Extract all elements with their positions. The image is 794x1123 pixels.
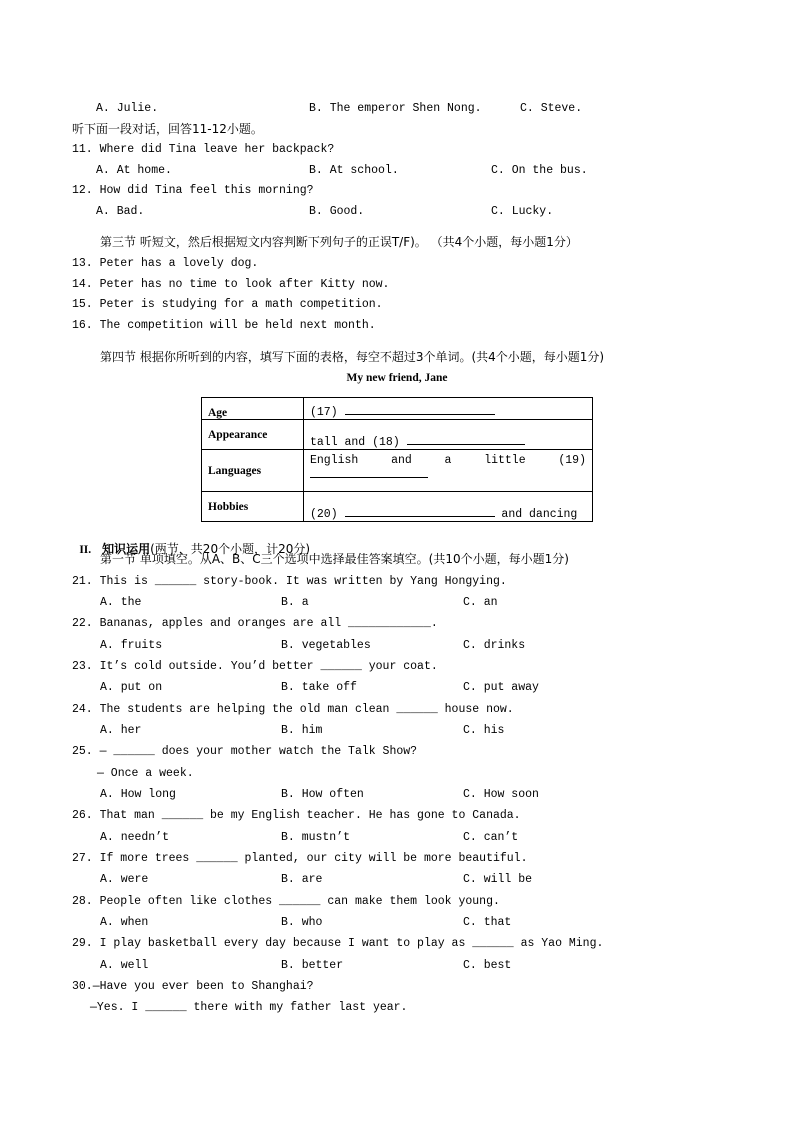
- section3-item-15: 15. Peter is studying for a math competition.: [72, 298, 383, 311]
- part2-sub-heading: 第一节 单项填空。从A、B、C三个选项中选择最佳答案填空。(共10个小题，每小题1分): [100, 552, 569, 566]
- q12-option-a: A. Bad.: [96, 205, 145, 218]
- q23-option-a: A. put on: [100, 681, 163, 694]
- q11-option-b: B. At school.: [309, 164, 399, 177]
- hobbies-cell: [304, 492, 593, 522]
- q26-option-b: B. mustn’t: [281, 831, 351, 844]
- q25-option-b: B. How often: [281, 788, 364, 801]
- q25-stem: 25. — ______ does your mother watch the Talk Show?: [72, 745, 418, 758]
- appearance-cell: [304, 420, 593, 450]
- hobbies-label: Hobbies: [202, 492, 304, 522]
- q22-stem: 22. Bananas, apples and oranges are all ____________.: [72, 617, 438, 630]
- q27-stem: 27. If more trees ______ planted, our city will be more beautiful.: [72, 852, 528, 865]
- table-row-age: [202, 398, 593, 420]
- appearance-prefix: tall and (18): [310, 436, 400, 449]
- part2-number: II.: [79, 544, 92, 556]
- section4-heading: 第四节 根据你所听到的内容，填写下面的表格，每空不超过3个单词。(共4个小题，每小题1分): [100, 350, 605, 364]
- q27-option-c: C. will be: [463, 873, 533, 886]
- q28-option-b: B. who: [281, 916, 323, 929]
- q29-option-b: B. better: [281, 959, 344, 972]
- table-row-languages: [202, 450, 593, 492]
- q25-option-c: C. How soon: [463, 788, 539, 801]
- table-row-appearance: [202, 420, 593, 450]
- q10-option-b: B. The emperor Shen Nong.: [309, 102, 482, 115]
- appearance-blank[interactable]: [407, 434, 525, 445]
- hobbies-suffix: and dancing: [501, 508, 578, 521]
- q23-stem: 23. It’s cold outside. You’d better ______ your coat.: [72, 660, 438, 673]
- table-title: My new friend, Jane: [346, 372, 448, 384]
- q11-option-c: C. On the bus.: [491, 164, 588, 177]
- q24-stem: 24. The students are helping the old man clean ______ house now.: [72, 703, 514, 716]
- part2-title: 知识运用: [102, 542, 151, 556]
- age-label: Age: [202, 398, 304, 420]
- languages-word-1: English: [310, 454, 359, 467]
- languages-blank[interactable]: [310, 467, 428, 478]
- languages-line: [310, 454, 586, 467]
- q12-option-c: C. Lucky.: [491, 205, 554, 218]
- q28-option-a: A. when: [100, 916, 149, 929]
- appearance-label: Appearance: [202, 420, 304, 450]
- q11-stem: 11. Where did Tina leave her backpack?: [72, 143, 335, 156]
- q10-option-c: C. Steve.: [520, 102, 583, 115]
- languages-word-4: little: [484, 454, 526, 467]
- age-blank-number: (17): [310, 406, 338, 419]
- q22-option-b: B. vegetables: [281, 639, 371, 652]
- languages-cell: [304, 450, 593, 492]
- q30-line-1: 30.—Have you ever been to Shanghai?: [72, 980, 314, 993]
- q21-option-a: A. the: [100, 596, 142, 609]
- hobbies-blank-number: (20): [310, 508, 338, 521]
- dialogue-instruction: 听下面一段对话，回答11-12小题。: [72, 122, 263, 136]
- section3-item-13: 13. Peter has a lovely dog.: [72, 257, 259, 270]
- table-row-hobbies: [202, 492, 593, 522]
- jane-table: [201, 397, 593, 522]
- section3-heading: 第三节 听短文，然后根据短文内容判断下列句子的正误T/F)。 （共4个小题，每小题1分）: [100, 235, 578, 249]
- q12-option-b: B. Good.: [309, 205, 365, 218]
- languages-word-3: a: [444, 454, 452, 467]
- q25-option-a: A. How long: [100, 788, 176, 801]
- q26-stem: 26. That man ______ be my English teacher. He has gone to Canada.: [72, 809, 521, 822]
- q26-option-a: A. needn’t: [100, 831, 170, 844]
- q23-option-b: B. take off: [281, 681, 357, 694]
- q27-option-b: B. are: [281, 873, 323, 886]
- q26-option-c: C. can’t: [463, 831, 519, 844]
- q30-line-2: —Yes. I ______ there with my father last year.: [90, 1001, 408, 1014]
- q24-option-c: C. his: [463, 724, 505, 737]
- q23-option-c: C. put away: [463, 681, 539, 694]
- q27-option-a: A. were: [100, 873, 149, 886]
- q12-stem: 12. How did Tina feel this morning?: [72, 184, 314, 197]
- section3-item-14: 14. Peter has no time to look after Kitty now.: [72, 278, 390, 291]
- q10-option-a: A. Julie.: [96, 102, 159, 115]
- q28-stem: 28. People often like clothes ______ can make them look young.: [72, 895, 500, 908]
- q29-option-a: A. well: [100, 959, 149, 972]
- q22-option-a: A. fruits: [100, 639, 163, 652]
- q24-option-a: A. her: [100, 724, 142, 737]
- section3-item-16: 16. The competition will be held next month.: [72, 319, 376, 332]
- part2-note: (两节，共20个小题，计20分): [150, 542, 311, 556]
- languages-label: Languages: [202, 450, 304, 492]
- q21-option-b: B. a: [281, 596, 309, 609]
- languages-word-2: and: [391, 454, 412, 467]
- q29-stem: 29. I play basketball every day because I want to play as ______ as Yao Ming.: [72, 937, 604, 950]
- hobbies-blank[interactable]: [345, 506, 495, 517]
- q25-stem-reply: — Once a week.: [97, 767, 194, 780]
- q11-option-a: A. At home.: [96, 164, 172, 177]
- q22-option-c: C. drinks: [463, 639, 526, 652]
- age-blank[interactable]: [345, 404, 495, 415]
- q28-option-c: C. that: [463, 916, 512, 929]
- q21-option-c: C. an: [463, 596, 498, 609]
- q21-stem: 21. This is ______ story-book. It was written by Yang Hongying.: [72, 575, 507, 588]
- languages-blank-number: (19): [558, 454, 586, 467]
- age-cell: [304, 398, 593, 420]
- q29-option-c: C. best: [463, 959, 512, 972]
- q24-option-b: B. him: [281, 724, 323, 737]
